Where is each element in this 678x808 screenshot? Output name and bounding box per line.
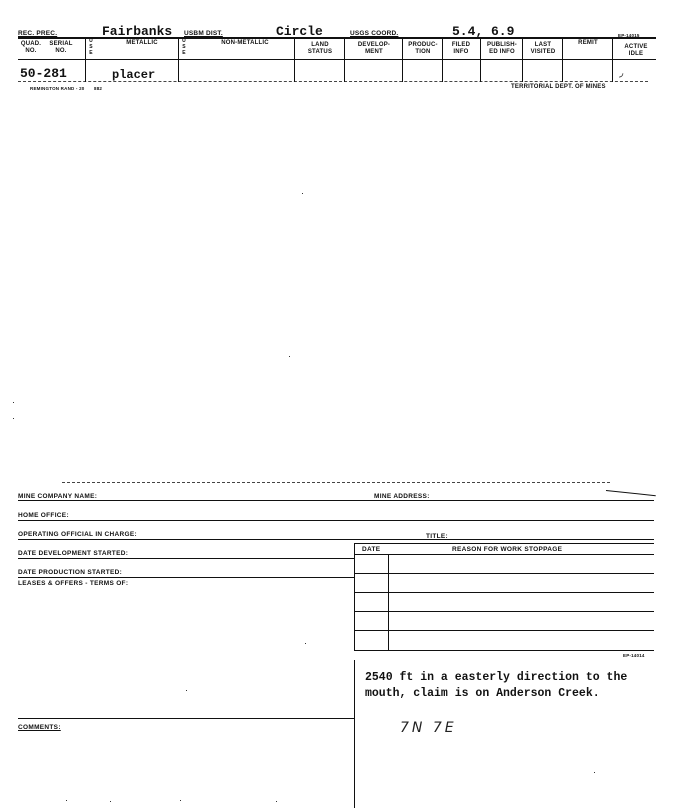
col-metallic: METALLIC [126,40,158,46]
usgs-coord-label: USGS COORD. [350,30,399,37]
remington-note: REMINGTON RAND - 20 [30,86,85,91]
home-office-label: HOME OFFICE: [18,512,69,519]
col-use-2: U S E [182,38,186,56]
col-serial-no: SERIAL NO. [49,41,73,54]
typed-note-line-1: 2540 ft in a easterly direction to the [365,671,628,684]
col-non-metallic: NON-METALLIC [221,40,269,46]
col-land-status: LAND STATUS [307,42,333,55]
col-active-idle: ACTIVE IDLE [624,44,648,57]
col-quad-no: QUAD. NO. [20,41,42,54]
form-number-top: EP-14015 [618,33,640,38]
date-production-label: DATE PRODUCTION STARTED: [18,569,123,576]
remington-code: 882 [94,86,103,91]
rec-prec-label: REC. PREC. [18,30,58,37]
handwritten-note: 7N 7E [400,720,457,736]
form-number-bottom: EP-14014 [623,653,645,658]
stoppage-date-header: DATE [362,546,381,553]
mine-address-label: MINE ADDRESS: [374,493,430,500]
leases-offers-label: LEASES & OFFERS - TERMS OF: [18,580,129,587]
rec-prec-value: Fairbanks [102,24,173,39]
check-mark-icon: ◞ [619,67,624,79]
typed-note [365,670,627,702]
typed-note-line-2: mouth, claim is on Anderson Creek. [365,687,600,700]
operating-official-label: OPERATING OFFICIAL IN CHARGE: [18,531,137,538]
title-label: TITLE: [426,533,449,540]
col-published-info: PUBLISH- ED INFO [487,42,517,55]
entry-number: 50-281 [20,66,67,81]
stoppage-reason-header: REASON FOR WORK STOPPAGE [452,546,563,553]
date-development-label: DATE DEVELOPMENT STARTED: [18,550,129,557]
col-filed-info: FILED INFO [451,42,471,55]
col-last-visited: LAST VISITED [530,42,556,55]
usbm-dist-label: USBM DIST. [184,30,223,37]
usgs-coord-value: 5.4, 6.9 [452,24,515,39]
col-development: DEVELOP- MENT [357,42,391,55]
comments-label: COMMENTS: [18,724,61,731]
territorial-dept: TERRITORIAL DEPT. OF MINES [511,84,606,90]
col-production: PRODUC- TION [408,42,438,55]
mine-company-name-label: MINE COMPANY NAME: [18,493,98,500]
usbm-dist-value: Circle [276,24,323,39]
entry-type: placer [112,68,156,82]
col-use-1: U S E [89,38,93,56]
col-remit: REMIT [578,40,598,46]
